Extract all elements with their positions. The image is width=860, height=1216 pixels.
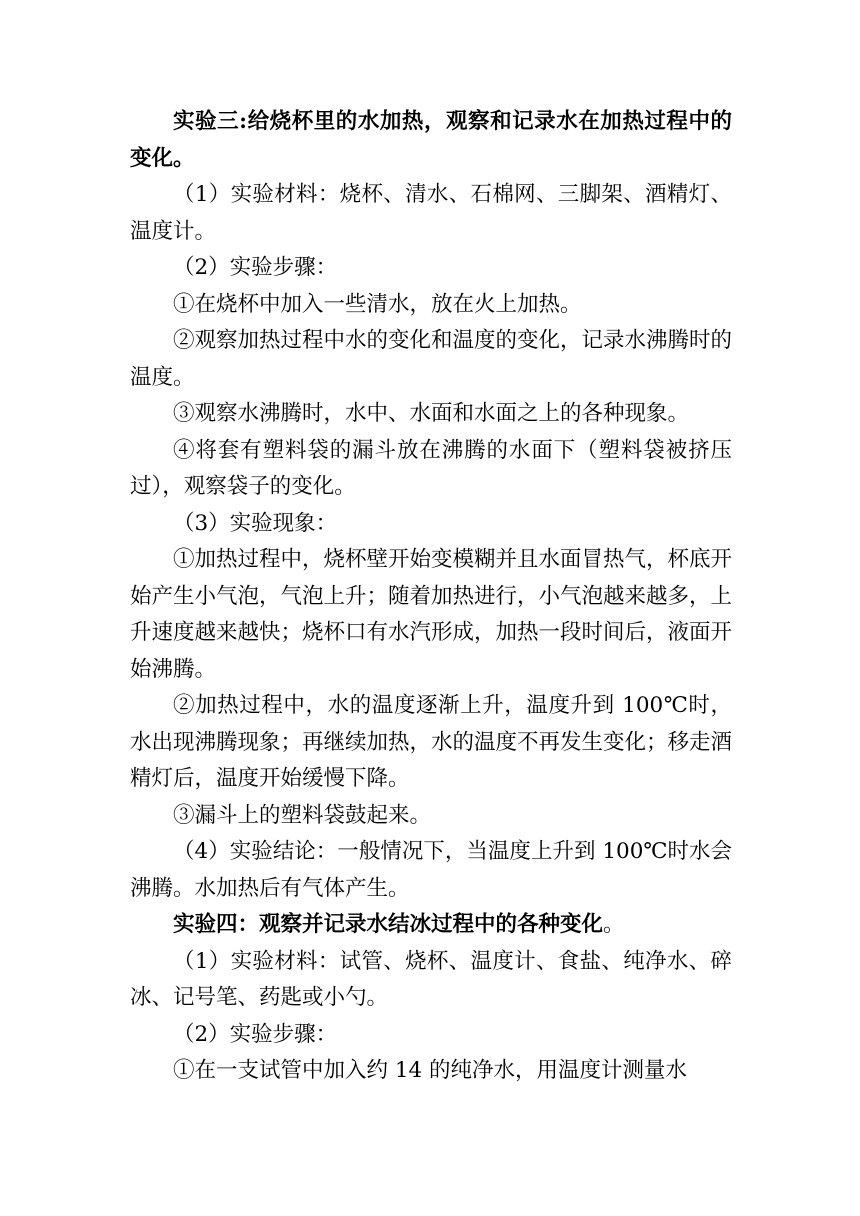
experiment-3-steps-heading: （2）实验步骤：: [173, 255, 338, 280]
experiment-4-materials: （1）实验材料：试管、烧杯、温度计、食盐、纯净水、碎冰、记号笔、药匙或小勺。: [130, 948, 732, 1010]
experiment-3-phenomenon-3: ③漏斗上的塑料袋鼓起来。: [173, 802, 432, 828]
experiment-3-phenomena-heading: （3）实验现象：: [173, 510, 338, 536]
experiment-4-step-1: ①在一支试管中加入约 14 的纯净水，用温度计测量水: [173, 1058, 688, 1083]
experiment-3-materials: （1）实验材料：烧杯、清水、石棉网、三脚架、酒精灯、温度计。: [130, 182, 732, 244]
experiment-3-phenomenon-1: ①加热过程中，烧杯壁开始变模糊并且水面冒热气，杯底开始产生小气泡，气泡上升；随着加热进行，小气泡越来越多，上升速度越来越快；烧杯口有水汽形成，加热一段时间后，液面开始沸腾。: [130, 547, 733, 682]
experiment-4-steps-heading: （2）实验步骤：: [173, 1021, 338, 1047]
experiment-3-conclusion: （4）实验结论：一般情况下，当温度上升到 100℃时水会沸腾。水加热后有气体产生。: [130, 839, 732, 901]
experiment-4-title-period: 。: [603, 912, 625, 937]
experiment-3-step-3: ③观察水沸腾时，水中、水面和水面之上的各种现象。: [173, 401, 690, 426]
experiment-4-title: 实验四：观察并记录水结冰过程中的各种变化: [173, 912, 604, 937]
experiment-3-step-2: ②观察加热过程中水的变化和温度的变化，记录水沸腾时的温度。: [130, 328, 733, 390]
document-page: [130, 104, 732, 1090]
experiment-3-title: 实验三:给烧杯里的水加热，观察和记录水在加热过程中的变化。: [130, 109, 732, 171]
experiment-3-step-4: ④将套有塑料袋的漏斗放在沸腾的水面下（塑料袋被挤压过），观察袋子的变化。: [130, 437, 732, 499]
experiment-4-title-line: [130, 907, 732, 944]
experiment-3-phenomenon-2: ②加热过程中，水的温度逐渐上升，温度升到 100℃时，水出现沸腾现象；再继续加热，水的温度不再发生变化；移走酒精灯后，温度开始缓慢下降。: [130, 693, 733, 791]
experiment-3-step-1: ①在烧杯中加入一些清水，放在火上加热。: [173, 291, 582, 317]
